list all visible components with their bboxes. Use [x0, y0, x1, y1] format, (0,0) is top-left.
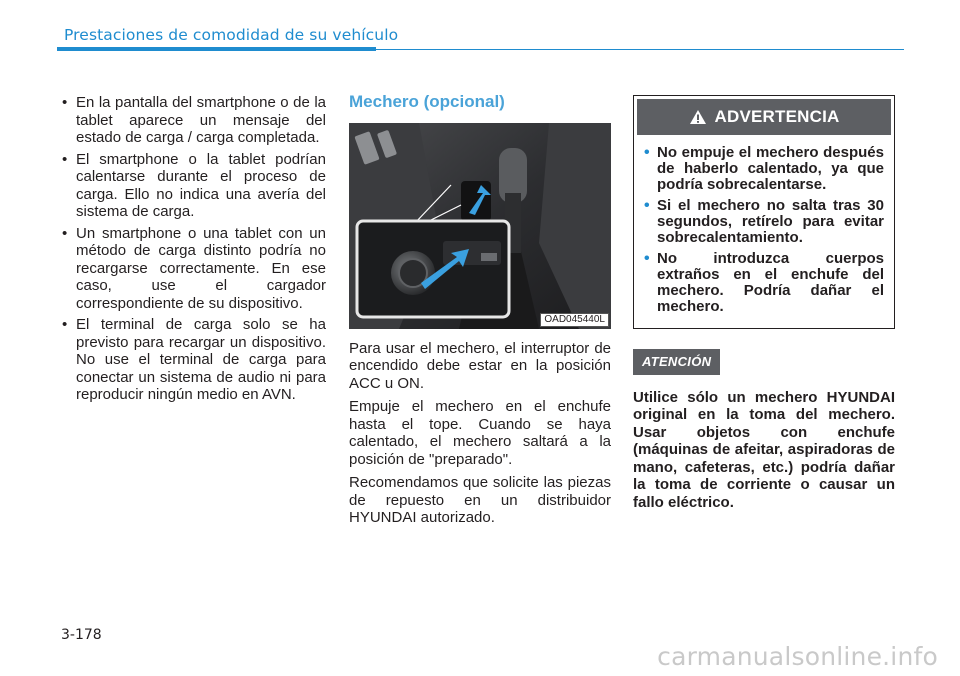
list-item: • Un smartphone o una tablet con un método de carga distinto podría no recargarse correctamente. En ese caso, use el cargador correspondiente de su dispositivo.: [62, 225, 326, 313]
lighter-illustration: [349, 123, 611, 329]
charging-notes-list: [62, 94, 326, 404]
right-column: [633, 95, 895, 517]
image-code: OAD045440L: [540, 313, 609, 327]
list-item: • No empuje el mechero después de haberlo calentado, ya que podría sobrecalentarse.: [644, 145, 884, 193]
section-title: Mechero (opcional): [349, 92, 505, 111]
header-rule-line: [376, 49, 904, 50]
list-item: • El smartphone o la tablet podrían calentarse durante el proceso de carga. Ello no indica una avería del sistema de carga.: [62, 151, 326, 221]
warning-header: [637, 99, 891, 135]
list-item: • Si el mechero no salta tras 30 segundos, retírelo para evitar sobrecalentamiento.: [644, 198, 884, 246]
list-item: • En la pantalla del smartphone o de la tablet aparece un mensaje del estado de carga / carga completada.: [62, 94, 326, 147]
warning-list: [634, 135, 894, 328]
page-header-title: Prestaciones de comodidad de su vehículo: [64, 26, 399, 44]
middle-column: [349, 93, 611, 533]
header-rule: [57, 47, 376, 51]
caution-text: Utilice sólo un mechero HYUNDAI original en la toma del mechero. Usar objetos con enchufe (máquinas de afeitar, aspiradoras de mano, cafeteras, etc.) podría dañar la toma de corriente o causar un fallo eléctrico.: [633, 388, 895, 511]
warning-triangle-icon: [689, 109, 707, 125]
list-item: • No introduzca cuerpos extraños en el enchufe del mechero. Podría dañar el mechero.: [644, 251, 884, 315]
body-paragraph: Para usar el mechero, el interruptor de encendido debe estar en la posición ACC u ON.: [349, 339, 611, 392]
body-paragraph: Recomendamos que solicite las piezas de repuesto en un distribuidor HYUNDAI autorizado.: [349, 474, 611, 526]
left-column: [62, 94, 326, 408]
warning-title: ADVERTENCIA: [714, 107, 840, 127]
page-number: 3-178: [61, 627, 102, 643]
body-paragraph: Empuje el mechero en el enchufe hasta el tope. Cuando se haya calentado, el mechero saltará a la posición de "preparado".: [349, 398, 611, 468]
list-item: • El terminal de carga solo se ha previsto para recargar un dispositivo. No use el terminal de carga para conectar un sistema de audio ni para reproducir ningún medio en AVN.: [62, 316, 326, 404]
cigarette-lighter-photo: [349, 123, 611, 329]
caution-badge: ATENCIÓN: [633, 349, 720, 375]
warning-box: [633, 95, 895, 329]
watermark: carmanualsonline.info: [657, 642, 938, 671]
